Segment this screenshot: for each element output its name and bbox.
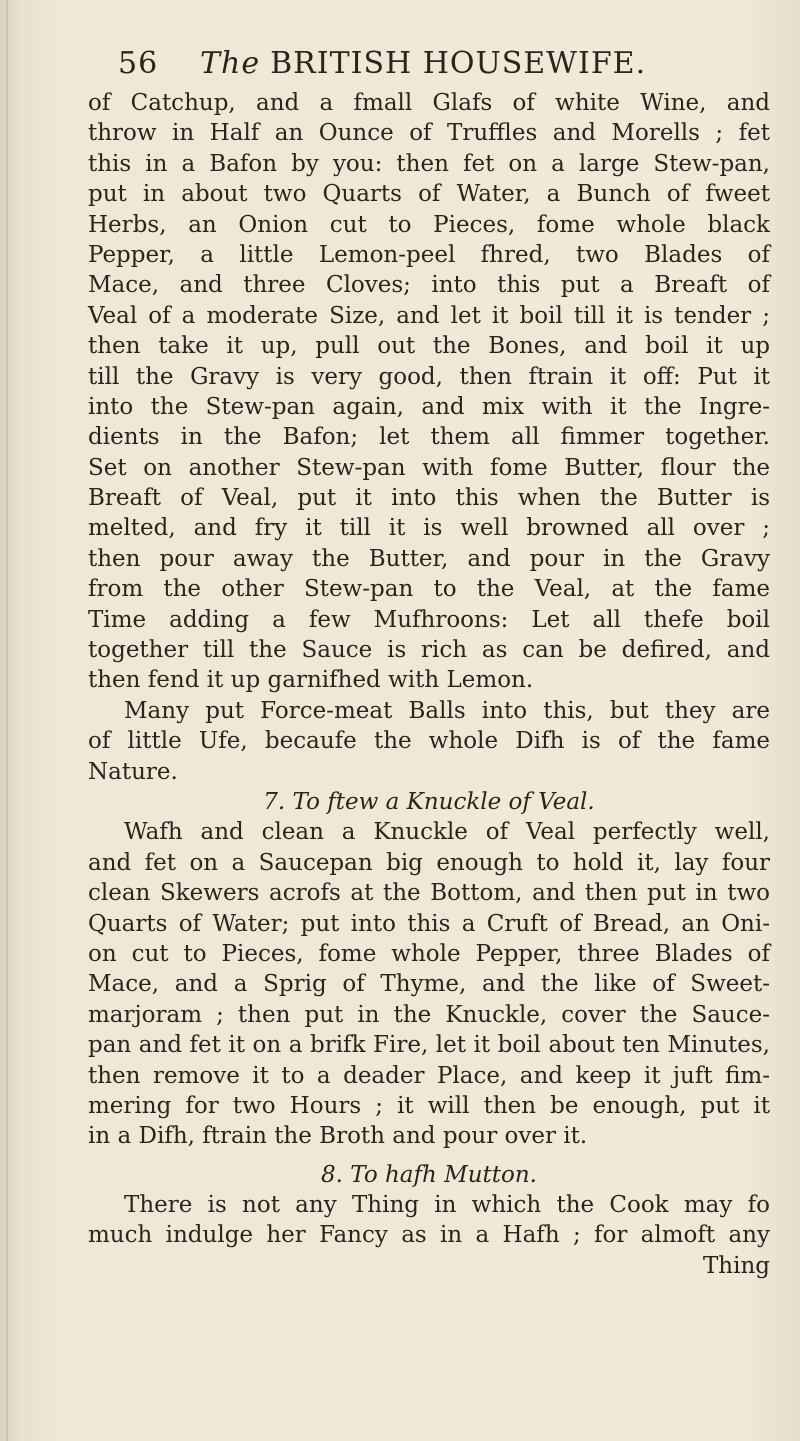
header-title: BRITISH HOUSEWIFE. xyxy=(270,46,647,81)
text-line: Many put Force-meat Balls into this, but they are xyxy=(124,697,770,724)
text-line: Herbs, an Onion cut to Pieces, fome whole black xyxy=(88,211,770,238)
text-line: Set on another Stew-pan with fome Butter, flour the xyxy=(88,454,770,481)
page-text xyxy=(88,88,770,1281)
text-line: Pepper, a little Lemon-peel fhred, two Blades of xyxy=(88,241,770,268)
text-line: Breaft of Veal, put it into this when the Butter is xyxy=(88,485,770,512)
text-line: Mace, and a Sprig of Thyme, and the like of Sweet- xyxy=(88,971,770,998)
text-line: and fet on a Saucepan big enough to hold it, lay four xyxy=(88,849,770,876)
section-heading-8: 8. To hafh Mutton. xyxy=(321,1161,537,1188)
text-line: pan and fet it on a brifk Fire, let it boil about ten Minutes, xyxy=(88,1032,770,1059)
text-line: Quarts of Water; put into this a Cruft of Bread, an Oni- xyxy=(88,910,770,937)
text-line: on cut to Pieces, fome whole Pepper, three Blades of xyxy=(88,940,770,967)
text-line: Veal of a moderate Size, and let it boil till it is tender ; xyxy=(88,302,770,329)
page-gutter xyxy=(6,0,8,1441)
header-the: The xyxy=(200,46,261,81)
text-line: Time adding a few Mufhroons: Let all thefe boil xyxy=(88,606,770,633)
section-heading-7: 7. To ftew a Knuckle of Veal. xyxy=(263,788,595,815)
text-line: then pour away the Butter, and pour in the Gravy xyxy=(88,545,770,572)
text-line: dients in the Bafon; let them all fimmer together. xyxy=(88,424,770,451)
text-line: mering for two Hours ; it will then be enough, put it xyxy=(88,1092,770,1119)
text-line: into the Stew-pan again, and mix with it the Ingre- xyxy=(88,393,770,420)
text-line: this in a Bafon by you: then fet on a large Stew-pan, xyxy=(88,150,770,177)
catchword: Thing xyxy=(702,1252,770,1279)
text-line: from the other Stew-pan to the Veal, at the fame xyxy=(88,576,770,603)
text-line: melted, and fry it till it is well browned all over ; xyxy=(88,515,770,542)
text-line: of Catchup, and a fmall Glafs of white Wine, and xyxy=(88,90,770,116)
text-line: of little Ufe, becaufe the whole Difh is of the fame xyxy=(88,728,770,755)
text-line: Mace, and three Cloves; into this put a Breaft of xyxy=(88,272,770,299)
text-line: together till the Sauce is rich as can be defired, and xyxy=(88,637,770,664)
running-header xyxy=(118,40,758,88)
text-line: then take it up, pull out the Bones, and boil it up xyxy=(88,333,770,360)
page-number: 56 xyxy=(118,46,159,81)
text-line: clean Skewers acrofs at the Bottom, and then put in two xyxy=(88,880,770,907)
text-line: There is not any Thing in which the Cook may fo xyxy=(124,1192,770,1219)
text-line: marjoram ; then put in the Knuckle, cover the Sauce- xyxy=(88,1001,770,1028)
text-line: Nature. xyxy=(88,758,178,785)
text-line: Wafh and clean a Knuckle of Veal perfectly well, xyxy=(124,819,770,846)
text-line: then fend it up garnifhed with Lemon. xyxy=(88,667,534,694)
text-line: in a Difh, ftrain the Broth and pour over it. xyxy=(88,1123,588,1150)
text-line: much indulge her Fancy as in a Hafh ; for almoft any xyxy=(88,1222,770,1249)
text-line: put in about two Quarts of Water, a Bunch of fweet xyxy=(88,181,770,208)
text-line: throw in Half an Ounce of Truffles and Morells ; fet xyxy=(88,120,770,147)
text-line: till the Gravy is very good, then ftrain it off: Put it xyxy=(88,363,770,390)
text-line: then remove it to a deader Place, and keep it juft fim- xyxy=(88,1062,770,1089)
